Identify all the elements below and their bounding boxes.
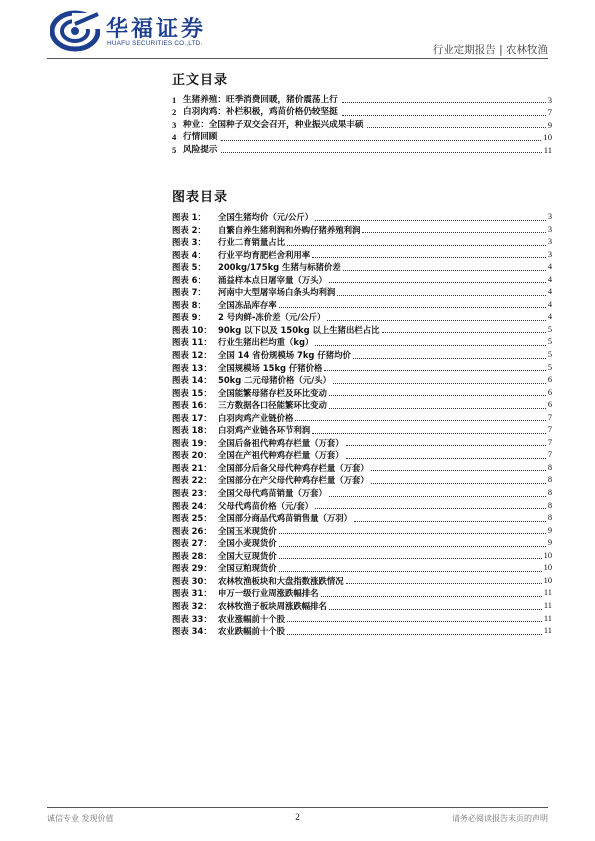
figure-leader-dots <box>279 557 542 559</box>
figure-list-item[interactable] <box>172 600 552 613</box>
figure-list-item[interactable] <box>172 550 552 563</box>
figure-item-label: 农林牧渔板块和大盘指数涨跌情况 <box>218 575 344 586</box>
toc-item-label: 种业：全国种子双交会召开，种业振兴成果丰硕 <box>183 119 364 130</box>
logo-chinese-text: 华福证券 <box>106 17 207 42</box>
figure-item-page: 11 <box>543 626 552 636</box>
figure-item-label: 90kg 以下以及 150kg 以上生猪出栏占比 <box>218 324 380 335</box>
figure-item-label: 全国玉米现货价 <box>218 525 277 536</box>
figure-item-label: 三方数据各口径能繁环比变动 <box>218 400 327 411</box>
figure-item-label: 申万一级行业周涨跌幅排名 <box>218 588 319 599</box>
figure-item-prefix: 图表 22： <box>172 475 212 486</box>
toc-item[interactable] <box>172 131 552 143</box>
figure-list-item[interactable] <box>172 336 552 349</box>
figure-leader-dots <box>279 532 546 534</box>
figure-item-label: 农业跌幅前十个股 <box>218 626 285 637</box>
figure-item-label: 白羽鸡产业链各环节利润 <box>218 425 311 436</box>
figure-leader-dots <box>327 319 545 321</box>
figure-item-page: 4 <box>547 274 552 284</box>
figure-item-label: 全国生猪均价（元/公斤） <box>218 212 314 222</box>
figure-item-prefix: 图表 9： <box>172 312 206 323</box>
figure-list-item[interactable] <box>172 274 552 287</box>
figure-item-page: 11 <box>543 588 552 598</box>
figure-item-prefix: 图表 18： <box>172 425 212 436</box>
figure-list-item[interactable] <box>172 362 552 375</box>
figure-list-item[interactable] <box>172 211 552 224</box>
figure-item-page: 3 <box>547 237 552 247</box>
toc-item-label: 生猪养殖：旺季消费回暖，猪价震荡上行 <box>183 94 338 105</box>
figure-item-label: 全国部分商品代鸡苗销售量（万羽） <box>218 513 352 524</box>
toc-title: 正文目录 <box>172 73 229 88</box>
figure-list-item[interactable] <box>172 249 552 262</box>
toc-item[interactable] <box>172 119 552 131</box>
figure-item-prefix: 图表 20： <box>172 450 212 461</box>
figure-item-prefix: 图表 24： <box>172 500 212 511</box>
figure-item-page: 11 <box>543 613 552 623</box>
figure-item-label: 行业生猪出栏均重（kg） <box>218 337 314 348</box>
figure-item-prefix: 图表 28： <box>172 550 212 561</box>
figure-item-page: 8 <box>547 475 552 485</box>
toc-leader-dots <box>221 139 541 141</box>
footer-divider <box>47 807 548 808</box>
figure-item-label: 全国后备祖代种鸡存栏量（万套） <box>218 437 344 448</box>
figure-leader-dots <box>346 444 546 446</box>
toc-item[interactable] <box>172 106 552 118</box>
toc-leader-dots <box>221 151 541 153</box>
figure-leader-dots <box>343 269 546 271</box>
figure-list-item[interactable] <box>172 562 552 575</box>
figure-list-item[interactable] <box>172 500 552 513</box>
figure-leader-dots <box>315 219 546 221</box>
figure-leader-dots <box>382 331 546 333</box>
figure-list-title: 图表目录 <box>172 190 229 205</box>
figure-item-label: 行业平均育肥栏舍利用率 <box>218 249 311 260</box>
toc-item-page: 10 <box>543 132 552 143</box>
figure-item-label: 全国父母代鸡苗销量（万套） <box>218 488 327 499</box>
toc-item-number: 3 <box>172 119 177 130</box>
toc-item-page: 3 <box>547 94 552 105</box>
figure-list-item[interactable] <box>172 625 552 638</box>
figure-list-item[interactable] <box>172 613 552 626</box>
figure-item-page: 5 <box>547 362 552 372</box>
figure-leader-dots <box>279 306 546 308</box>
figure-item-page: 8 <box>547 500 552 510</box>
figure-item-label: 涌益样本点日屠宰量（万头） <box>218 274 327 285</box>
figure-item-page: 5 <box>547 350 552 360</box>
logo-english-text: HUAFU SECURITIES CO.,LTD. <box>107 40 203 47</box>
figure-leader-dots <box>287 633 542 635</box>
figure-leader-dots <box>312 256 546 258</box>
toc-item[interactable] <box>172 94 552 106</box>
figure-item-prefix: 图表 12： <box>172 350 212 361</box>
figure-list-item[interactable] <box>172 512 552 525</box>
figure-leader-dots <box>287 244 546 246</box>
figure-item-prefix: 图表 7： <box>172 287 206 298</box>
figure-item-page: 10 <box>543 550 552 560</box>
toc-item-label: 白羽肉鸡：补栏积极，鸡苗价格仍较坚挺 <box>183 107 338 118</box>
toc-item-page: 7 <box>547 107 552 118</box>
toc-item[interactable] <box>172 144 552 156</box>
figure-leader-dots <box>329 407 546 409</box>
figure-list-item[interactable] <box>172 324 552 337</box>
figure-list <box>172 211 552 638</box>
figure-item-page: 5 <box>547 337 552 347</box>
figure-item-page: 5 <box>547 324 552 334</box>
figure-item-page: 7 <box>547 437 552 447</box>
figure-item-label: 2 号肉鲜-冻价差（元/公斤） <box>218 312 326 323</box>
toc-item-number: 2 <box>172 107 177 118</box>
figure-item-page: 4 <box>547 299 552 309</box>
figure-item-prefix: 图表 8： <box>172 299 206 310</box>
figure-item-prefix: 图表 30： <box>172 575 212 586</box>
figure-leader-dots <box>353 357 546 359</box>
figure-list-item[interactable] <box>172 349 552 362</box>
figure-leader-dots <box>346 582 542 584</box>
toc-list <box>172 94 552 156</box>
figure-item-prefix: 图表 31： <box>172 588 212 599</box>
figure-item-label: 父母代鸡苗价格（元/套） <box>218 500 314 511</box>
figure-item-label: 全国部分在产父母代种鸡存栏量（万套） <box>218 475 369 486</box>
figure-list-item[interactable] <box>172 374 552 387</box>
figure-leader-dots <box>295 419 545 421</box>
figure-item-label: 全国大豆现货价 <box>218 550 277 561</box>
figure-leader-dots <box>312 432 546 434</box>
figure-list-item[interactable] <box>172 575 552 588</box>
figure-list-item[interactable] <box>172 525 552 538</box>
figure-item-label: 农林牧渔子板块周涨跌幅排名 <box>218 600 327 611</box>
figure-item-prefix: 图表 10： <box>172 324 212 335</box>
figure-item-page: 6 <box>547 387 552 397</box>
figure-item-page: 8 <box>547 513 552 523</box>
figure-item-page: 7 <box>547 450 552 460</box>
figure-list-item[interactable] <box>172 224 552 237</box>
figure-leader-dots <box>354 520 546 522</box>
figure-item-prefix: 图表 33： <box>172 613 212 624</box>
company-logo <box>50 10 240 52</box>
figure-item-label: 全国冻品库存率 <box>218 299 277 310</box>
figure-item-prefix: 图表 19： <box>172 437 212 448</box>
page-header <box>0 0 595 60</box>
toc-item-label: 风险提示 <box>183 144 218 155</box>
toc-item-page: 11 <box>543 144 552 155</box>
report-type: 行业定期报告 | 农林牧渔 <box>432 44 548 56</box>
figure-item-prefix: 图表 16： <box>172 400 212 411</box>
figure-list-item[interactable] <box>172 537 552 550</box>
toc-leader-dots <box>342 114 546 116</box>
figure-item-prefix: 图表 23： <box>172 488 212 499</box>
figure-item-prefix: 图表 27： <box>172 538 212 549</box>
figure-list-item[interactable] <box>172 311 552 324</box>
figure-item-page: 10 <box>543 575 552 585</box>
figure-item-page: 7 <box>547 425 552 435</box>
toc-leader-dots <box>367 126 545 128</box>
toc-item-label: 行情回顾 <box>183 132 218 143</box>
figure-item-prefix: 图表 3： <box>172 237 206 248</box>
figure-leader-dots <box>371 469 546 471</box>
figure-item-label: 50kg 二元母猪价格（元/头） <box>218 375 331 386</box>
figure-leader-dots <box>337 294 546 296</box>
figure-item-prefix: 图表 29： <box>172 563 212 574</box>
figure-item-page: 8 <box>547 462 552 472</box>
figure-item-label: 全国部分后备父母代种鸡存栏量（万套） <box>218 462 369 473</box>
toc-item-number: 5 <box>172 144 177 155</box>
figure-item-page: 7 <box>547 412 552 422</box>
figure-list-item[interactable] <box>172 387 552 400</box>
footer-slogan: 诚信专业 发现价值 <box>47 814 114 823</box>
figure-item-prefix: 图表 15： <box>172 387 212 398</box>
toc-item-number: 4 <box>172 132 177 143</box>
figure-list-item[interactable] <box>172 462 552 475</box>
figure-item-prefix: 图表 26： <box>172 525 212 536</box>
figure-leader-dots <box>362 231 545 233</box>
figure-list-item[interactable] <box>172 487 552 500</box>
figure-item-page: 3 <box>547 224 552 234</box>
figure-leader-dots <box>329 281 546 283</box>
figure-item-prefix: 图表 6： <box>172 274 206 285</box>
figure-item-page: 3 <box>547 212 552 221</box>
figure-item-prefix: 图表 13： <box>172 362 212 373</box>
figure-item-page: 4 <box>547 312 552 322</box>
figure-item-label: 全国小麦现货价 <box>218 538 277 549</box>
figure-list-item[interactable] <box>172 399 552 412</box>
figure-item-page: 9 <box>547 525 552 535</box>
figure-item-label: 农业涨幅前十个股 <box>218 613 285 624</box>
figure-leader-dots <box>329 394 546 396</box>
figure-list-item[interactable] <box>172 587 552 600</box>
figure-leader-dots <box>324 369 545 371</box>
figure-item-prefix: 图表 4： <box>172 249 206 260</box>
figure-leader-dots <box>329 608 542 610</box>
figure-item-page: 10 <box>543 563 552 573</box>
figure-list-item[interactable] <box>172 449 552 462</box>
figure-item-prefix: 图表 17： <box>172 412 212 423</box>
figure-item-prefix: 图表 21： <box>172 462 212 473</box>
figure-item-label: 全国 14 省份规模场 7kg 仔猪均价 <box>218 350 351 361</box>
figure-item-page: 9 <box>547 538 552 548</box>
figure-leader-dots <box>371 482 546 484</box>
figure-item-page: 4 <box>547 287 552 297</box>
figure-list-item[interactable] <box>172 412 552 425</box>
figure-list-item[interactable] <box>172 236 552 249</box>
figure-item-prefix: 图表 11： <box>172 337 212 348</box>
figure-item-prefix: 图表 32： <box>172 600 212 611</box>
figure-list-item[interactable] <box>172 286 552 299</box>
figure-leader-dots <box>333 382 546 384</box>
figure-item-label: 200kg/175kg 生猪与标猪价差 <box>218 262 341 273</box>
figure-leader-dots <box>321 595 542 597</box>
figure-item-prefix: 图表 25： <box>172 513 212 524</box>
figure-item-label: 全国豆粕现货价 <box>218 563 277 574</box>
figure-list-item[interactable] <box>172 437 552 450</box>
figure-list-item[interactable] <box>172 261 552 274</box>
figure-item-prefix: 图表 1： <box>172 212 206 222</box>
figure-item-prefix: 图表 2： <box>172 224 206 235</box>
figure-leader-dots <box>315 344 545 346</box>
figure-item-page: 6 <box>547 375 552 385</box>
figure-item-page: 6 <box>547 400 552 410</box>
figure-item-page: 8 <box>547 488 552 498</box>
toc-leader-dots <box>342 101 546 103</box>
figure-list-item[interactable] <box>172 424 552 437</box>
figure-leader-dots <box>329 495 546 497</box>
figure-item-label: 白羽肉鸡产业链价格 <box>218 412 294 423</box>
figure-item-label: 全国规模场 15kg 仔猪价格 <box>218 362 323 373</box>
figure-leader-dots <box>315 507 546 509</box>
figure-leader-dots <box>346 457 546 459</box>
figure-leader-dots <box>279 570 542 572</box>
figure-item-label: 自繁自养生猪利润和外购仔猪养殖利润 <box>218 224 361 235</box>
figure-item-page: 3 <box>547 249 552 259</box>
figure-item-page: 4 <box>547 262 552 272</box>
toc-item-page: 9 <box>547 119 552 130</box>
figure-list-item[interactable] <box>172 299 552 312</box>
figure-item-prefix: 图表 34： <box>172 626 212 637</box>
footer-disclaimer: 请务必阅读报告末页的声明 <box>452 814 548 823</box>
figure-item-prefix: 图表 5： <box>172 262 206 273</box>
figure-item-page: 11 <box>543 600 552 610</box>
huafu-logo-icon <box>50 10 100 52</box>
figure-item-prefix: 图表 14： <box>172 375 212 386</box>
figure-item-label: 河南中大型屠宰场白条头均利润 <box>218 287 336 298</box>
figure-item-label: 全国能繁母猪存栏及环比变动 <box>218 387 327 398</box>
figure-leader-dots <box>279 545 546 547</box>
figure-item-label: 行业二育销量占比 <box>218 237 285 248</box>
header-divider <box>47 58 548 59</box>
figure-list-item[interactable] <box>172 474 552 487</box>
page-number: 2 <box>295 812 300 822</box>
toc-item-number: 1 <box>172 94 177 105</box>
figure-leader-dots <box>287 620 542 622</box>
figure-item-label: 全国在产祖代种鸡存栏量（万套） <box>218 450 344 461</box>
